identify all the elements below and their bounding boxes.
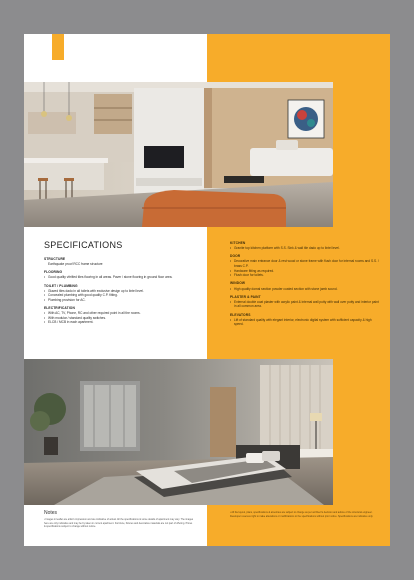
living-room-photo — [24, 82, 333, 227]
spec-item — [230, 259, 380, 268]
bullet: • — [44, 320, 46, 325]
spec-block-structure — [44, 257, 194, 267]
spec-heading: PLASTER & PAINT — [230, 294, 261, 299]
spec-text: Plumbing provision for AC. — [48, 297, 86, 302]
bullet: • — [44, 288, 46, 293]
spec-item — [230, 246, 380, 251]
living-room-illustration — [24, 82, 333, 227]
bullet: • — [44, 297, 46, 302]
spec-item — [44, 262, 194, 267]
bedroom-photo — [24, 359, 333, 505]
spec-text: High quality domal section powder coated section with stone jamb sound. — [234, 286, 338, 291]
spec-heading: FLOORING — [44, 270, 63, 275]
specifications-right-column — [230, 241, 380, 330]
bullet: • — [230, 286, 232, 291]
notes-left-text: • Images in leaflet are artist's impression and are indicative of actual. All the specifications & some details of apartment may vary. The images here are only indicative and may be by taken in current apartment. Furniture, fixtures and decorative materials are not part of offering. Prices & specifications subject to change without notice. — [44, 518, 194, 528]
spec-block-door — [230, 254, 380, 278]
bullet: • — [230, 259, 232, 264]
spec-text: With AC, TV, Phone, RC and other required point in all the rooms. — [48, 311, 141, 316]
spec-text: Hardware fitting as required. — [234, 268, 275, 273]
spec-item — [44, 320, 194, 325]
bullet: • — [230, 317, 232, 322]
spec-item — [230, 273, 380, 278]
notes-title: Notes — [44, 510, 58, 516]
spec-block-elevators — [230, 313, 380, 327]
spec-text: External double coat plaster with acrylic paint & internal wall putty with wall over putty and interior paint in all common area. — [234, 299, 379, 309]
specifications-left-column — [44, 257, 194, 329]
spec-text: Good quality vitrified tiles flooring in all areas. Paver / stone flooring in ground floor area. — [48, 275, 173, 280]
brochure-page — [24, 34, 390, 546]
bedroom-illustration — [24, 359, 333, 505]
bullet: • — [44, 275, 46, 280]
spec-text: Flush door for toilets. — [234, 273, 264, 278]
spec-text: With modular / standard quality switches. — [48, 315, 106, 320]
spec-item — [44, 275, 194, 280]
spec-block-plaster-paint — [230, 295, 380, 309]
spec-block-window — [230, 281, 380, 291]
spec-heading: DOOR — [230, 254, 241, 259]
bullet: • — [230, 273, 232, 278]
accent-tab — [52, 34, 64, 60]
bullet: • — [230, 268, 232, 273]
spec-text: Concealed plumbing with good quality C.P. fitting. — [48, 293, 118, 298]
bullet: • — [230, 299, 232, 304]
spec-text: Decorative main entrance door & rest wood or stone frame with flush door for internal rooms and S.S. / brass C.P. — [234, 259, 379, 269]
spec-text: ELCB / MCB in each apartment. — [48, 320, 94, 325]
spec-item — [230, 287, 380, 292]
spec-text: Granite top kitchen platform with S.S. Sink & wall tile dado up to lintel level. — [234, 246, 340, 251]
bullet: • — [44, 311, 46, 316]
spec-heading: ELECTRIFICATION — [44, 306, 75, 311]
spec-item — [230, 300, 380, 309]
specifications-title: SPECIFICATIONS — [44, 240, 123, 250]
spec-block-toilet-plumbing — [44, 284, 194, 303]
spec-heading: STRUCTURE — [44, 257, 66, 261]
notes-right-text: • All the layout, plans, specifications & amenities are subject to change as per architect's decision and advice of the structural engineer. Developer reserves right to make alterations or modifications to the specifications without prior notice. Specifications are indicative only. — [230, 511, 374, 518]
spec-item — [44, 298, 194, 303]
spec-text: Lift of standard quality with elegant interior, electronic digital system with sufficient capacity & high speed. — [234, 317, 372, 327]
bullet: • — [230, 246, 232, 251]
spec-heading: TOILET / PLUMBING — [44, 283, 78, 288]
spec-block-kitchen — [230, 241, 380, 251]
spec-heading: KITCHEN — [230, 241, 246, 245]
spec-item — [230, 318, 380, 327]
spec-block-electrification — [44, 306, 194, 325]
bullet: • — [44, 293, 46, 298]
spec-text: Earthquake proof RCC frame structure — [48, 262, 103, 267]
spec-heading: ELEVATORS — [230, 312, 251, 317]
spec-block-flooring — [44, 270, 194, 280]
bullet: • — [44, 315, 46, 320]
spec-text: Glazed tiles dado in all toilets with exclusive design up to lintel level. — [48, 288, 144, 293]
spec-heading: WINDOW — [230, 281, 246, 286]
